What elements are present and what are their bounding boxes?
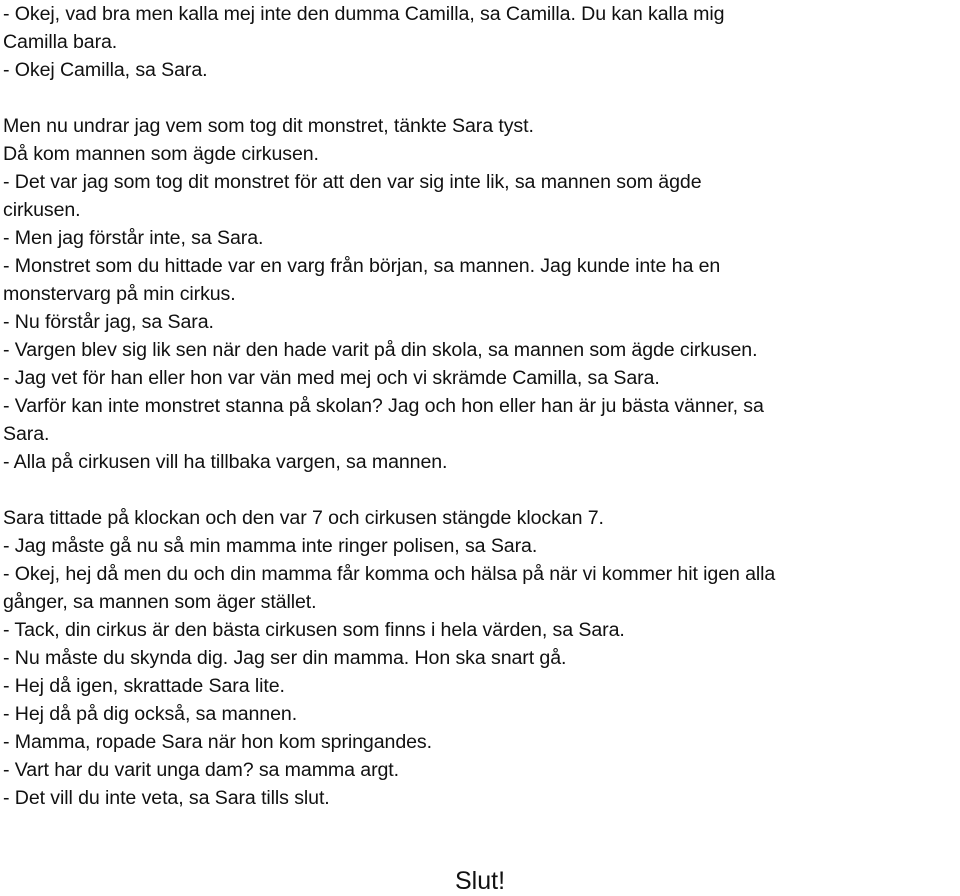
text-line: - Alla på cirkusen vill ha tillbaka vargen, sa mannen. <box>3 451 448 473</box>
text-line: Men nu undrar jag vem som tog dit monstret, tänkte Sara tyst. <box>3 115 534 137</box>
text-line: monstervarg på min cirkus. <box>3 283 236 305</box>
text-line: cirkusen. <box>3 199 81 221</box>
text-line: - Okej, hej då men du och din mamma får komma och hälsa på när vi kommer hit igen alla <box>3 563 776 585</box>
document-page <box>3 0 958 812</box>
text-line: - Monstret som du hittade var en varg från början, sa mannen. Jag kunde inte ha en <box>3 255 721 277</box>
text-line: - Vart har du varit unga dam? sa mamma argt. <box>3 759 399 781</box>
text-line: - Tack, din cirkus är den bästa cirkusen som finns i hela värden, sa Sara. <box>3 619 625 641</box>
text-line: gånger, sa mannen som äger stället. <box>3 591 317 613</box>
text-line: - Varför kan inte monstret stanna på skolan? Jag och hon eller han är ju bästa vänner, sa <box>3 395 764 417</box>
text-line: Camilla bara. <box>3 31 118 53</box>
paragraph-gap <box>3 84 958 112</box>
text-line: - Mamma, ropade Sara när hon kom springandes. <box>3 731 432 753</box>
text-line: - Okej, vad bra men kalla mej inte den dumma Camilla, sa Camilla. Du kan kalla mig <box>3 3 725 25</box>
text-line: Sara tittade på klockan och den var 7 och cirkusen stängde klockan 7. <box>3 507 604 529</box>
text-line: Sara. <box>3 423 50 445</box>
text-line: - Okej Camilla, sa Sara. <box>3 59 208 81</box>
text-line: - Hej då igen, skrattade Sara lite. <box>3 675 285 697</box>
text-line: - Nu måste du skynda dig. Jag ser din mamma. Hon ska snart gå. <box>3 647 567 669</box>
text-line: - Vargen blev sig lik sen när den hade varit på din skola, sa mannen som ägde cirkusen. <box>3 339 758 361</box>
text-line: Då kom mannen som ägde cirkusen. <box>3 143 319 165</box>
paragraph-gap <box>3 476 958 504</box>
ending-text: Slut! <box>455 867 506 895</box>
text-line: - Men jag förstår inte, sa Sara. <box>3 227 264 249</box>
text-line: - Det var jag som tog dit monstret för att den var sig inte lik, sa mannen som ägde <box>3 171 702 193</box>
text-line: - Nu förstår jag, sa Sara. <box>3 311 214 333</box>
text-line: - Hej då på dig också, sa mannen. <box>3 703 298 725</box>
text-line: - Jag måste gå nu så min mamma inte ringer polisen, sa Sara. <box>3 535 538 557</box>
text-line: - Det vill du inte veta, sa Sara tills slut. <box>3 787 330 809</box>
text-line: - Jag vet för han eller hon var vän med mej och vi skrämde Camilla, sa Sara. <box>3 367 660 389</box>
